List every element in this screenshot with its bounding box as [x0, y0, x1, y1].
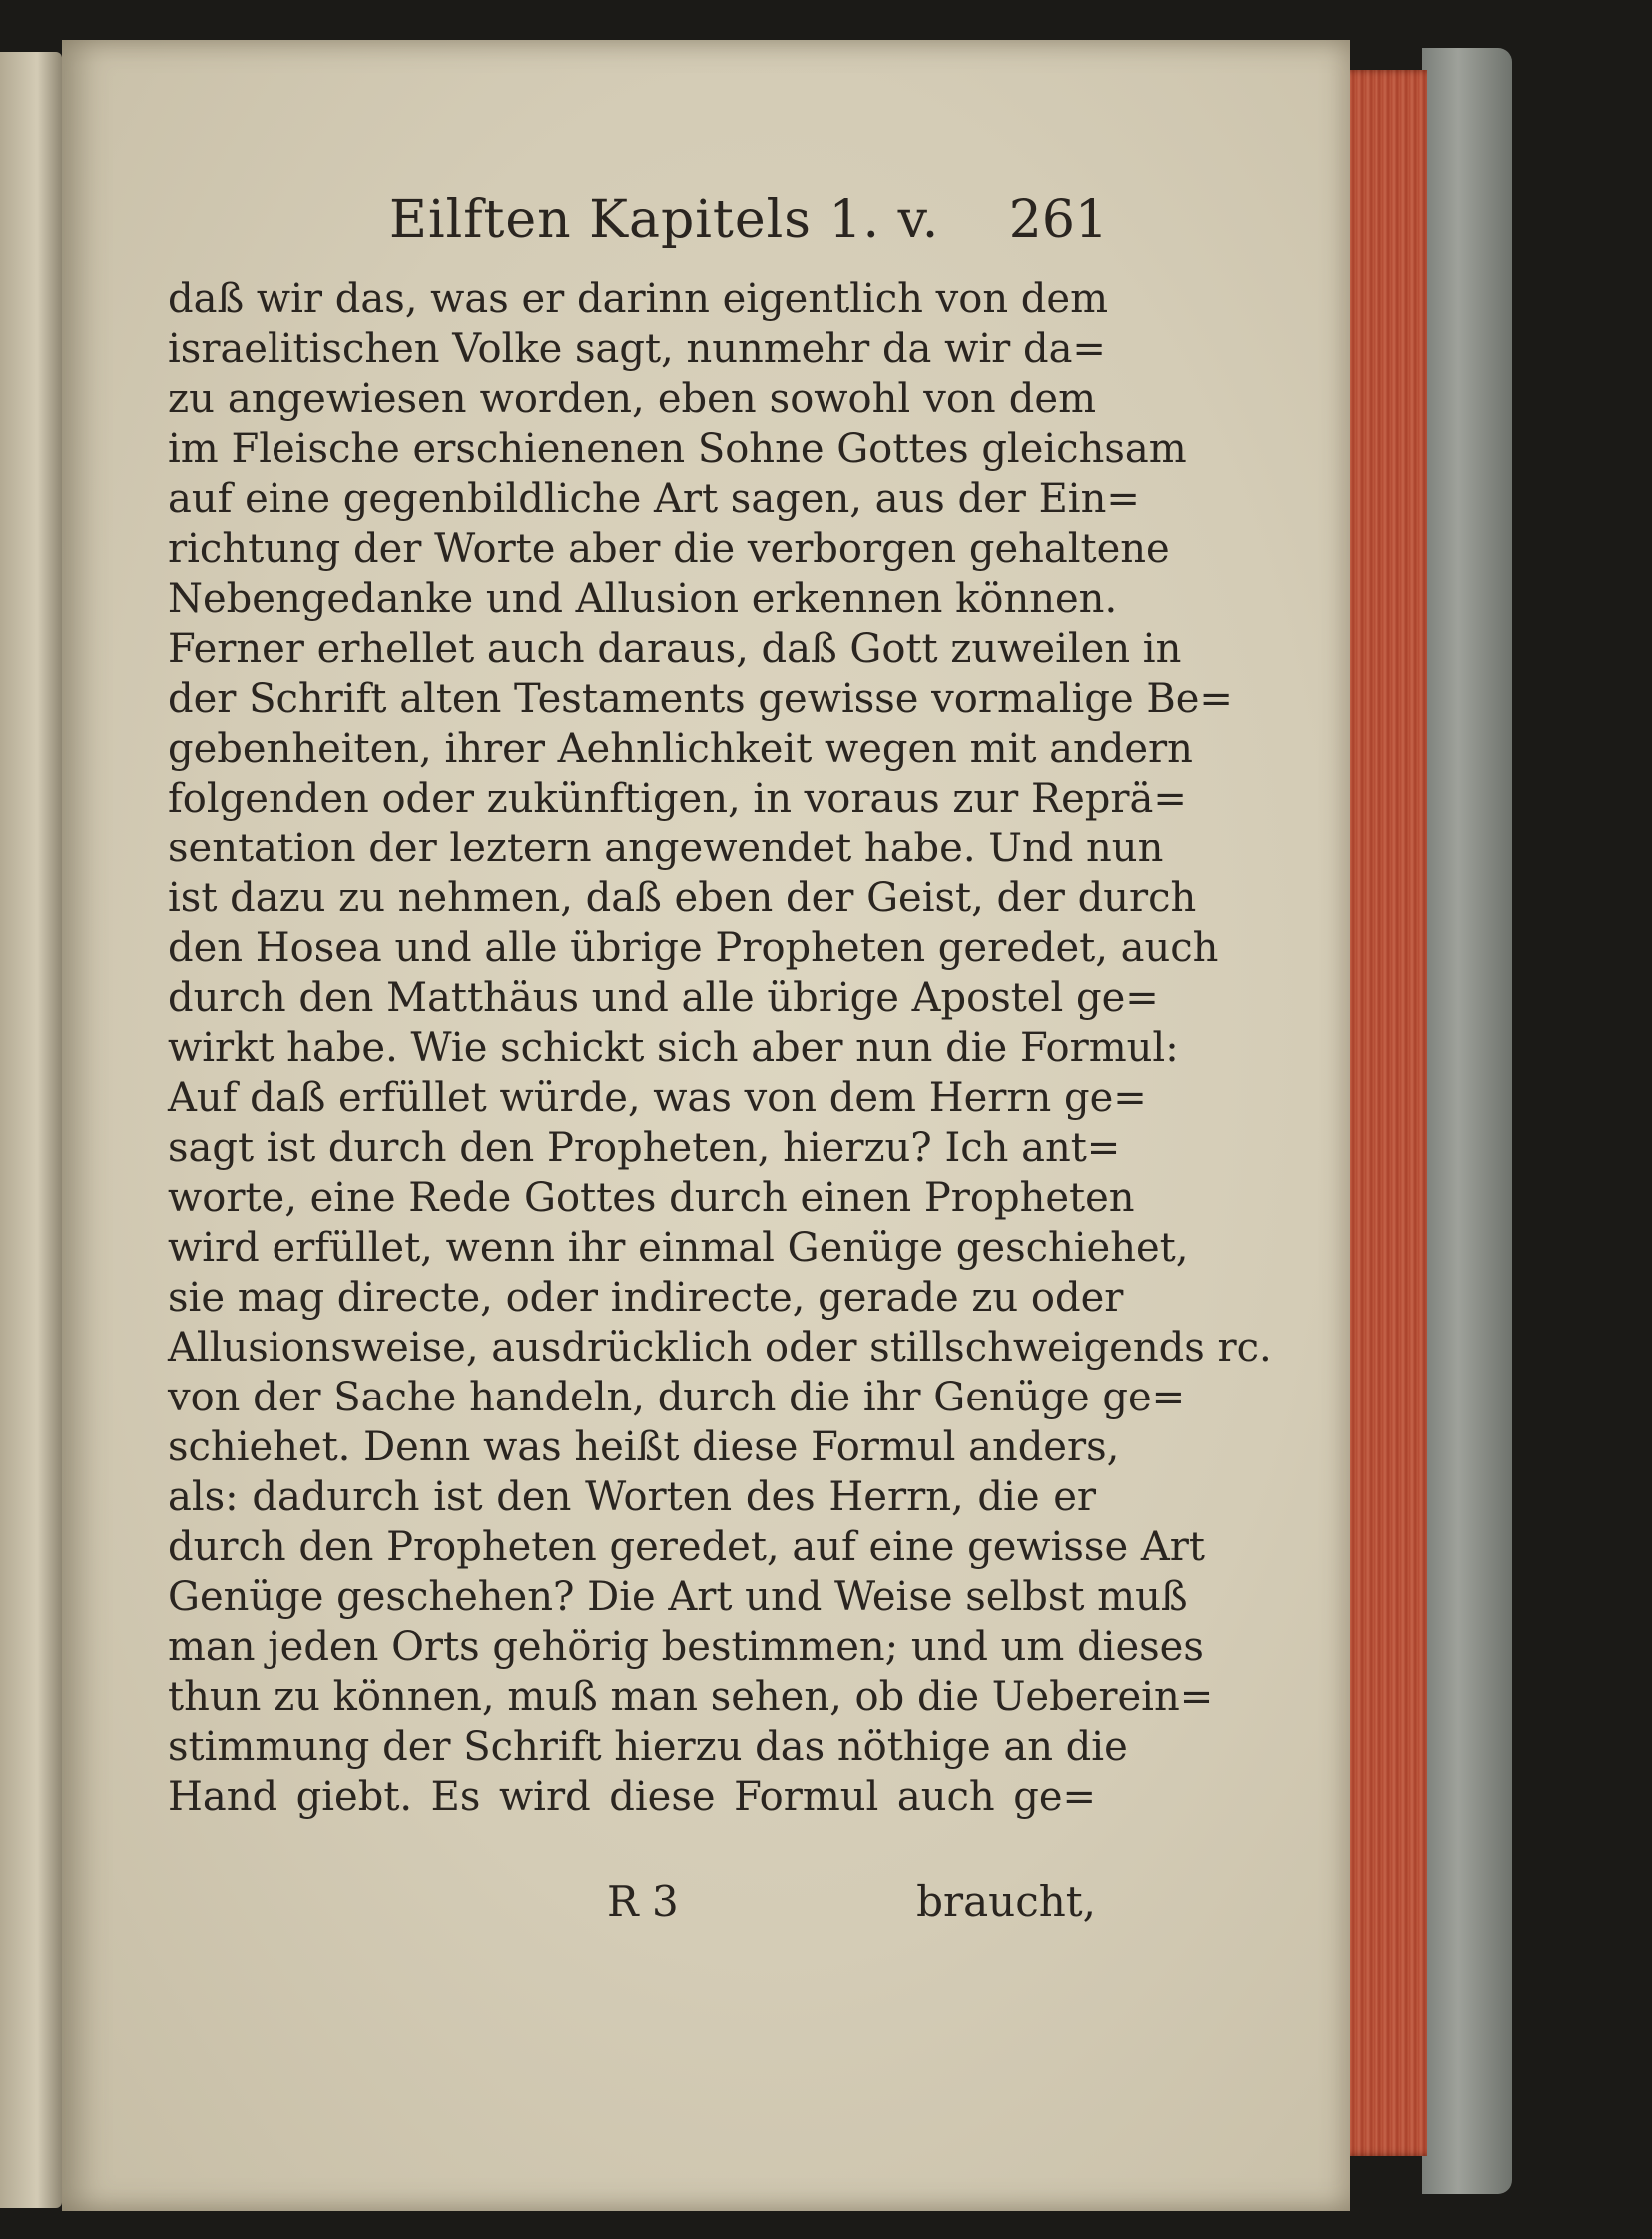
text-line: zu angewiesen worden, eben sowohl von dem: [168, 376, 1096, 422]
text-line: gebenheiten, ihrer Aehnlichkeit wegen mit andern: [168, 726, 1193, 772]
text-line: schiehet. Denn was heißt diese Formul anders,: [168, 1424, 1120, 1470]
text-line: wird erfüllet, wenn ihr einmal Genüge geschiehet,: [168, 1225, 1189, 1271]
signature-mark: R 3: [607, 1877, 679, 1926]
text-line: stimmung der Schrift hierzu das nöthige an die: [168, 1724, 1128, 1770]
text-line: richtung der Worte aber die verborgen gehaltene: [168, 526, 1170, 572]
page-header: [389, 180, 1108, 260]
text-line: Hand giebt. Es wird diese Formul auch ge=: [168, 1774, 1096, 1820]
page-block-edge: [1338, 70, 1427, 2156]
text-line: auf eine gegenbildliche Art sagen, aus der Ein=: [168, 476, 1140, 522]
catchword: braucht,: [916, 1877, 1096, 1926]
text-line: im Fleische erschienenen Sohne Gottes gleichsam: [168, 426, 1187, 472]
facing-page-edge: [0, 52, 62, 2208]
body-text: [168, 275, 1272, 1822]
text-line: von der Sache handeln, durch die ihr Genüge ge=: [168, 1375, 1186, 1420]
text-line: Genüge geschehen? Die Art und Weise selbst muß: [168, 1574, 1188, 1620]
text-line: Nebengedanke und Allusion erkennen können.: [168, 576, 1118, 622]
page-number: 261: [1008, 190, 1108, 250]
text-line: man jeden Orts gehörig bestimmen; und um dieses: [168, 1624, 1204, 1670]
text-line: als: dadurch ist den Worten des Herrn, die er: [168, 1474, 1096, 1520]
running-title: Eilften Kapitels 1. v.: [389, 190, 940, 250]
text-line: worte, eine Rede Gottes durch einen Propheten: [168, 1175, 1135, 1221]
text-line: sagt ist durch den Propheten, hierzu? Ich ant=: [168, 1125, 1121, 1171]
page-footer: [168, 1877, 1096, 1937]
text-line: durch den Matthäus und alle übrige Apostel ge=: [168, 975, 1159, 1021]
book-cover-edge: [1422, 48, 1512, 2194]
text-line: durch den Propheten geredet, auf eine gewisse Art: [168, 1524, 1205, 1570]
text-line: Auf daß erfüllet würde, was von dem Herrn ge=: [168, 1075, 1147, 1121]
text-line: der Schrift alten Testaments gewisse vormalige Be=: [168, 676, 1233, 722]
text-line: daß wir das, was er darinn eigentlich von dem: [168, 277, 1109, 322]
text-line: sentation der leztern angewendet habe. Und nun: [168, 826, 1164, 871]
text-line: Allusionsweise, ausdrücklich oder stillschweigends rc.: [168, 1325, 1272, 1371]
text-line: wirkt habe. Wie schickt sich aber nun die Formul:: [168, 1025, 1179, 1071]
text-line: Ferner erhellet auch daraus, daß Gott zuweilen in: [168, 626, 1182, 672]
text-line: ist dazu zu nehmen, daß eben der Geist, der durch: [168, 875, 1197, 921]
text-line: thun zu können, muß man sehen, ob die Ueberein=: [168, 1674, 1214, 1720]
text-line: den Hosea und alle übrige Propheten geredet, auch: [168, 925, 1219, 971]
text-line: sie mag directe, oder indirecte, gerade zu oder: [168, 1275, 1124, 1321]
text-line: israelitischen Volke sagt, nunmehr da wir da=: [168, 326, 1106, 372]
text-line: folgenden oder zukünftigen, in voraus zur Reprä=: [168, 776, 1187, 822]
